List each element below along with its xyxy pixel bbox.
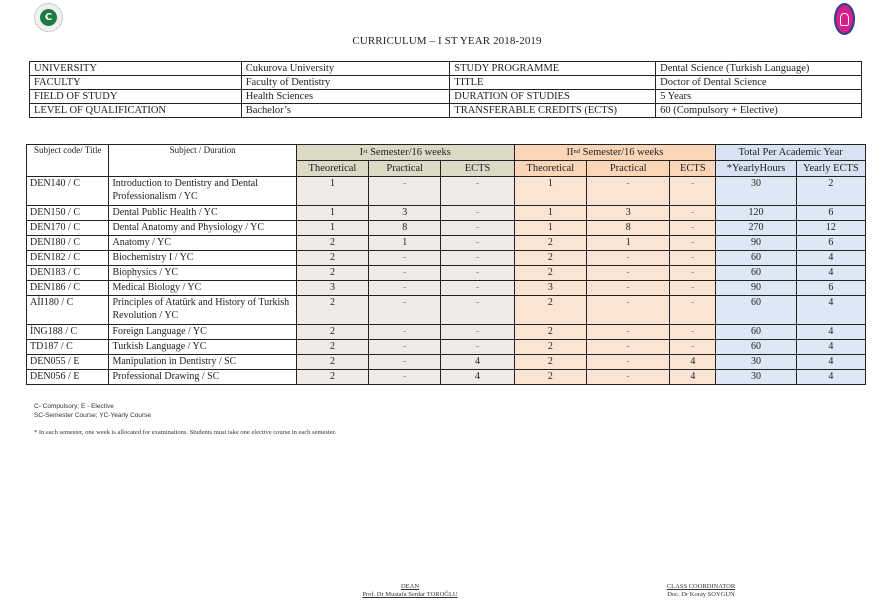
curriculum-table bbox=[26, 144, 866, 385]
s2-practical: 3 bbox=[586, 206, 669, 221]
s2-theoretical: 1 bbox=[514, 221, 586, 236]
legend-line-course-types: SC-Semester Course; YC-Yearly Course bbox=[34, 412, 152, 419]
yearly-ects: 2 bbox=[796, 177, 865, 206]
s1-practical: - bbox=[369, 266, 441, 281]
header-yearly-hours: *YearlyHours bbox=[716, 161, 796, 177]
s2-theoretical: 3 bbox=[514, 281, 586, 296]
info-label: TRANSFERABLE CREDITS (ECTS) bbox=[450, 104, 656, 118]
info-label: DURATION OF STUDIES bbox=[450, 90, 656, 104]
header-s1-theoretical: Theoretical bbox=[296, 161, 368, 177]
coordinator-name: Doc. Dr Koray SOYGUN bbox=[667, 591, 735, 598]
s2-practical: - bbox=[586, 281, 669, 296]
info-label: LEVEL OF QUALIFICATION bbox=[30, 104, 242, 118]
course-code: TD187 / C bbox=[27, 340, 109, 355]
s2-theoretical: 2 bbox=[514, 236, 586, 251]
yearly-hours: 30 bbox=[716, 370, 796, 385]
course-subject: Professional Drawing / SC bbox=[109, 370, 296, 385]
s1-practical: - bbox=[369, 370, 441, 385]
s1-ects: - bbox=[441, 251, 514, 266]
s1-ects: - bbox=[441, 266, 514, 281]
s2-theoretical: 2 bbox=[514, 296, 586, 325]
coordinator-role: CLASS COORDINATOR bbox=[666, 583, 736, 590]
document-title: CURRICULUM – I ST YEAR 2018-2019 bbox=[352, 35, 542, 47]
university-seal-icon: C bbox=[34, 3, 63, 32]
course-row bbox=[27, 340, 866, 355]
s2-ects: - bbox=[670, 177, 716, 206]
course-subject: Anatomy / YC bbox=[109, 236, 296, 251]
programme-info-table bbox=[29, 61, 862, 118]
s1-practical: - bbox=[369, 281, 441, 296]
exam-footnote: * In each semester, one week is allocated for examinations. Students must take one elective course in each semester. bbox=[34, 429, 337, 436]
yearly-ects: 6 bbox=[796, 206, 865, 221]
yearly-hours: 60 bbox=[716, 325, 796, 340]
course-code: DEN055 / E bbox=[27, 355, 109, 370]
dean-role: DEAN bbox=[400, 583, 420, 590]
s2-ects: - bbox=[670, 251, 716, 266]
s1-practical: - bbox=[369, 340, 441, 355]
s2-ects: - bbox=[670, 340, 716, 355]
header-s1-ects: ECTS bbox=[441, 161, 514, 177]
s2-practical: 8 bbox=[586, 221, 669, 236]
s1-practical: - bbox=[369, 325, 441, 340]
header-s2-practical: Practical bbox=[586, 161, 669, 177]
s2-ects: 4 bbox=[670, 355, 716, 370]
s2-practical: 1 bbox=[586, 236, 669, 251]
info-value: Dental Science (Turkish Language) bbox=[656, 62, 862, 76]
course-subject: Foreign Language / YC bbox=[109, 325, 296, 340]
yearly-hours: 30 bbox=[716, 355, 796, 370]
info-value: Bachelor’s bbox=[241, 104, 450, 118]
s1-theoretical: 2 bbox=[296, 236, 368, 251]
s2-ects: - bbox=[670, 236, 716, 251]
s1-practical: 8 bbox=[369, 221, 441, 236]
course-subject: Introduction to Dentistry and Dental Professionalism / YC bbox=[109, 177, 296, 206]
dean-signature bbox=[350, 583, 470, 599]
course-row bbox=[27, 355, 866, 370]
s2-practical: - bbox=[586, 340, 669, 355]
yearly-ects: 4 bbox=[796, 296, 865, 325]
s2-theoretical: 1 bbox=[514, 177, 586, 206]
info-row bbox=[30, 104, 862, 118]
info-row bbox=[30, 90, 862, 104]
yearly-hours: 30 bbox=[716, 177, 796, 206]
header-s2-theoretical: Theoretical bbox=[514, 161, 586, 177]
yearly-ects: 6 bbox=[796, 236, 865, 251]
s1-practical: - bbox=[369, 296, 441, 325]
course-code: DEN183 / C bbox=[27, 266, 109, 281]
s2-theoretical: 2 bbox=[514, 266, 586, 281]
s1-practical: 1 bbox=[369, 236, 441, 251]
info-row bbox=[30, 76, 862, 90]
header-s1-practical: Practical bbox=[369, 161, 441, 177]
course-row bbox=[27, 221, 866, 236]
s1-theoretical: 2 bbox=[296, 296, 368, 325]
course-subject: Manipulation in Dentistry / SC bbox=[109, 355, 296, 370]
course-subject: Medical Biology / YC bbox=[109, 281, 296, 296]
yearly-ects: 4 bbox=[796, 325, 865, 340]
s2-practical: - bbox=[586, 296, 669, 325]
s2-ects: - bbox=[670, 221, 716, 236]
info-value: Cukurova University bbox=[241, 62, 450, 76]
s1-ects: 4 bbox=[441, 355, 514, 370]
course-row bbox=[27, 325, 866, 340]
course-subject: Principles of Atatürk and History of Turkish Revolution / YC bbox=[109, 296, 296, 325]
info-label: TITLE bbox=[450, 76, 656, 90]
s2-practical: - bbox=[586, 370, 669, 385]
info-value: Doctor of Dental Science bbox=[656, 76, 862, 90]
s1-theoretical: 2 bbox=[296, 266, 368, 281]
s1-ects: - bbox=[441, 177, 514, 206]
yearly-hours: 120 bbox=[716, 206, 796, 221]
s1-theoretical: 2 bbox=[296, 355, 368, 370]
s1-ects: - bbox=[441, 296, 514, 325]
s2-ects: - bbox=[670, 296, 716, 325]
course-row bbox=[27, 296, 866, 325]
yearly-hours: 270 bbox=[716, 221, 796, 236]
info-value: 5 Years bbox=[656, 90, 862, 104]
s1-practical: - bbox=[369, 355, 441, 370]
yearly-ects: 4 bbox=[796, 251, 865, 266]
abbreviation-legend bbox=[34, 402, 151, 420]
s2-theoretical: 2 bbox=[514, 251, 586, 266]
s2-practical: - bbox=[586, 325, 669, 340]
coordinator-signature bbox=[655, 583, 747, 599]
course-subject: Turkish Language / YC bbox=[109, 340, 296, 355]
yearly-ects: 4 bbox=[796, 266, 865, 281]
s1-theoretical: 2 bbox=[296, 325, 368, 340]
s1-theoretical: 2 bbox=[296, 340, 368, 355]
s2-ects: - bbox=[670, 206, 716, 221]
legend-line-compulsory-elective: C- Compulsory; E - Elective bbox=[34, 403, 114, 410]
s2-theoretical: 2 bbox=[514, 340, 586, 355]
course-row bbox=[27, 251, 866, 266]
s1-ects: - bbox=[441, 340, 514, 355]
s1-ects: - bbox=[441, 281, 514, 296]
header-total-per-year: Total Per Academic Year bbox=[716, 145, 866, 161]
s1-theoretical: 1 bbox=[296, 206, 368, 221]
yearly-ects: 4 bbox=[796, 340, 865, 355]
course-code: DEN182 / C bbox=[27, 251, 109, 266]
s1-theoretical: 2 bbox=[296, 370, 368, 385]
info-row bbox=[30, 62, 862, 76]
yearly-hours: 90 bbox=[716, 236, 796, 251]
s2-theoretical: 2 bbox=[514, 325, 586, 340]
info-label: STUDY PROGRAMME bbox=[450, 62, 656, 76]
course-code: İNG188 / C bbox=[27, 325, 109, 340]
course-subject: Biophysics / YC bbox=[109, 266, 296, 281]
info-value: Faculty of Dentistry bbox=[241, 76, 450, 90]
yearly-ects: 4 bbox=[796, 370, 865, 385]
yearly-ects: 4 bbox=[796, 355, 865, 370]
header-semester-2: IInd Semester/16 weeks bbox=[514, 145, 716, 161]
s1-theoretical: 1 bbox=[296, 221, 368, 236]
header-yearly-ects: Yearly ECTS bbox=[796, 161, 865, 177]
header-semester-1: Ist Semester/16 weeks bbox=[296, 145, 514, 161]
s2-practical: - bbox=[586, 266, 669, 281]
header-subject-duration: Subject / Duration bbox=[109, 145, 296, 177]
header-subject-code: Subject code/ Title bbox=[27, 145, 109, 177]
s1-theoretical: 1 bbox=[296, 177, 368, 206]
course-code: DEN056 / E bbox=[27, 370, 109, 385]
yearly-hours: 60 bbox=[716, 340, 796, 355]
info-label: FIELD OF STUDY bbox=[30, 90, 242, 104]
course-row bbox=[27, 206, 866, 221]
s2-ects: 4 bbox=[670, 370, 716, 385]
yearly-ects: 12 bbox=[796, 221, 865, 236]
faculty-emblem-icon bbox=[834, 3, 855, 35]
course-row bbox=[27, 236, 866, 251]
yearly-hours: 60 bbox=[716, 296, 796, 325]
header-s2-ects: ECTS bbox=[670, 161, 716, 177]
course-code: DEN170 / C bbox=[27, 221, 109, 236]
s1-theoretical: 2 bbox=[296, 251, 368, 266]
s2-practical: - bbox=[586, 251, 669, 266]
s1-ects: - bbox=[441, 325, 514, 340]
course-code: DEN150 / C bbox=[27, 206, 109, 221]
s2-theoretical: 2 bbox=[514, 355, 586, 370]
course-subject: Biochemistry I / YC bbox=[109, 251, 296, 266]
s1-ects: - bbox=[441, 221, 514, 236]
s1-practical: - bbox=[369, 177, 441, 206]
yearly-ects: 6 bbox=[796, 281, 865, 296]
course-subject: Dental Public Health / YC bbox=[109, 206, 296, 221]
course-code: DEN180 / C bbox=[27, 236, 109, 251]
course-row bbox=[27, 177, 866, 206]
yearly-hours: 90 bbox=[716, 281, 796, 296]
s1-ects: 4 bbox=[441, 370, 514, 385]
yearly-hours: 60 bbox=[716, 251, 796, 266]
s1-ects: - bbox=[441, 206, 514, 221]
s1-ects: - bbox=[441, 236, 514, 251]
info-value: 60 (Compulsory + Elective) bbox=[656, 104, 862, 118]
s2-theoretical: 1 bbox=[514, 206, 586, 221]
s2-practical: - bbox=[586, 177, 669, 206]
s2-ects: - bbox=[670, 325, 716, 340]
course-code: AİI180 / C bbox=[27, 296, 109, 325]
info-label: UNIVERSITY bbox=[30, 62, 242, 76]
info-value: Health Sciences bbox=[241, 90, 450, 104]
dean-name: Prof. Dr Mustafa Serdar TOROĞLU bbox=[362, 591, 458, 598]
s2-practical: - bbox=[586, 355, 669, 370]
yearly-hours: 60 bbox=[716, 266, 796, 281]
s1-practical: - bbox=[369, 251, 441, 266]
s2-ects: - bbox=[670, 266, 716, 281]
course-row bbox=[27, 370, 866, 385]
course-subject: Dental Anatomy and Physiology / YC bbox=[109, 221, 296, 236]
info-label: FACULTY bbox=[30, 76, 242, 90]
s2-ects: - bbox=[670, 281, 716, 296]
s1-theoretical: 3 bbox=[296, 281, 368, 296]
course-code: DEN140 / C bbox=[27, 177, 109, 206]
course-row bbox=[27, 281, 866, 296]
course-row bbox=[27, 266, 866, 281]
s1-practical: 3 bbox=[369, 206, 441, 221]
course-code: DEN186 / C bbox=[27, 281, 109, 296]
s2-theoretical: 2 bbox=[514, 370, 586, 385]
